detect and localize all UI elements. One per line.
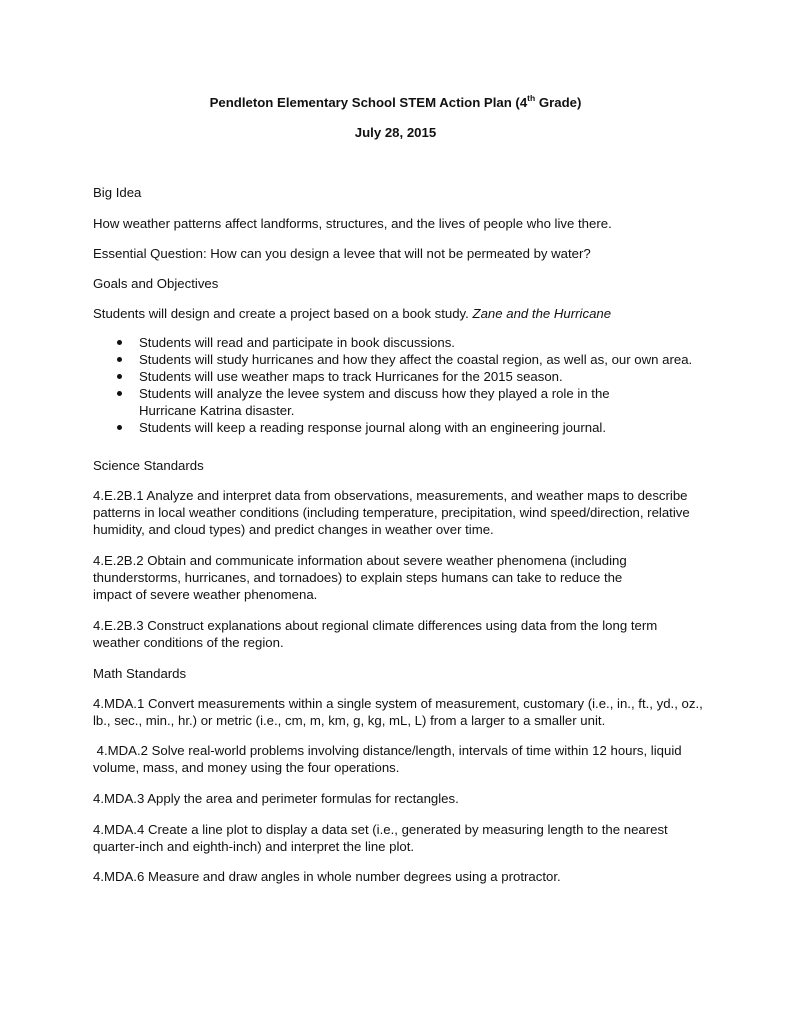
list-item: Students will study hurricanes and how they affect the coastal region, as well as, our own area. — [93, 351, 703, 368]
math-standard: 4.MDA.4 Create a line plot to display a data set (i.e., generated by measuring length to the nearest quarter-inch and eighth-inch) and interpret the line plot. — [93, 822, 668, 854]
science-standard: 4.E.2B.3 Construct explanations about regional climate differences using data from the long term weather conditions of the region. — [93, 618, 658, 650]
list-item: Students will read and participate in book discussions. — [93, 334, 703, 351]
math-standard: 4.MDA.3 Apply the area and perimeter formulas for rectangles. — [93, 791, 459, 806]
big-idea-text: How weather patterns affect landforms, structures, and the lives of people who live there. — [93, 216, 612, 231]
title-text-end: Grade) — [535, 95, 582, 110]
goals-intro — [93, 305, 703, 322]
essential-question: Essential Question: How can you design a levee that will not be permeated by water? — [93, 246, 591, 261]
document-title — [0, 94, 791, 111]
science-heading: Science Standards — [93, 458, 204, 473]
document-date: July 28, 2015 — [354, 125, 437, 140]
list-item: Students will keep a reading response journal along with an engineering journal. — [93, 419, 703, 436]
goals-intro-text: Students will design and create a project based on a book study. — [93, 306, 473, 321]
objectives-list — [93, 334, 703, 436]
science-standard: 4.E.2B.2 Obtain and communicate information about severe weather phenomena (including thunderstorms, hurricanes, and tornadoes) to explain steps humans can take to reduce the impact of severe weather phenomena. — [93, 553, 627, 602]
list-item: Students will use weather maps to track Hurricanes for the 2015 season. — [93, 368, 703, 385]
book-title: Zane and the Hurricane — [472, 306, 612, 321]
title-superscript: th — [527, 92, 536, 103]
title-text: Pendleton Elementary School STEM Action Plan (4 — [209, 95, 528, 110]
math-standard: 4.MDA.1 Convert measurements within a single system of measurement, customary (i.e., in., ft., yd., oz., lb., sec., min., hr.) or metric (i.e., cm, m, km, g, kg, mL, L) from a larger to a smaller unit. — [93, 696, 703, 728]
math-standard: 4.MDA.6 Measure and draw angles in whole number degrees using a protractor. — [93, 869, 561, 884]
science-standard: 4.E.2B.1 Analyze and interpret data from observations, measurements, and weather maps to describe patterns in local weather conditions (including temperature, precipitation, wind speed/direction, relative humidity, and cloud types) and predict changes in weather over time. — [93, 488, 690, 537]
big-idea-heading: Big Idea — [93, 185, 142, 200]
math-standard: 4.MDA.2 Solve real-world problems involving distance/length, intervals of time within 12 hours, liquid volume, mass, and money using the four operations. — [93, 743, 686, 775]
list-item: Students will analyze the levee system and discuss how they played a role in the Hurricane Katrina disaster. — [93, 385, 619, 419]
goals-heading: Goals and Objectives — [93, 276, 219, 291]
math-heading: Math Standards — [93, 666, 187, 681]
